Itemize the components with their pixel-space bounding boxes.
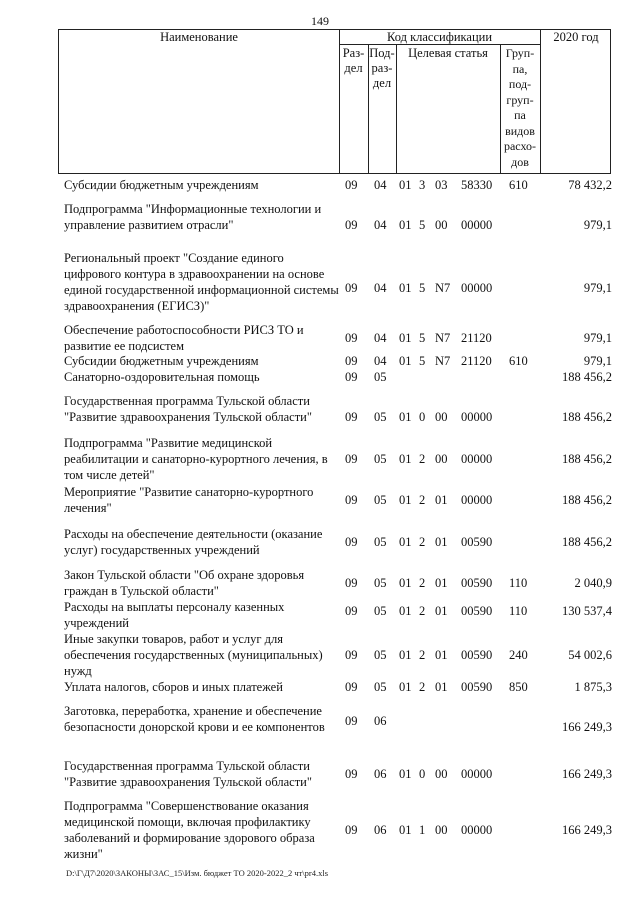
row-razdel: 09 <box>345 576 358 590</box>
row-podrazdel: 05 <box>374 452 387 466</box>
row-program: 01 <box>399 493 412 507</box>
row-name: Субсидии бюджетным учреждениям <box>64 178 259 192</box>
row-program: 01 <box>399 535 412 549</box>
row-podrazdel: 04 <box>374 354 387 368</box>
header-razdel: Раз- дел <box>342 46 365 75</box>
table-row <box>58 353 618 369</box>
row-amount: 1 875,3 <box>574 680 612 694</box>
row-podrazdel: 05 <box>374 680 387 694</box>
row-program: 01 <box>399 576 412 590</box>
header-year: 2020 год <box>553 30 599 44</box>
row-amount: 979,1 <box>583 281 612 295</box>
row-direction: 00000 <box>461 823 493 837</box>
row-event: 03 <box>435 178 448 192</box>
table-row <box>58 435 618 483</box>
row-podrazdel: 05 <box>374 576 387 590</box>
row-subprogram: 3 <box>419 178 426 192</box>
row-subprogram: 2 <box>419 493 426 507</box>
row-program: 01 <box>399 331 412 345</box>
row-amount: 188 456,2 <box>562 370 612 384</box>
row-razdel: 09 <box>345 767 358 781</box>
row-razdel: 09 <box>345 370 358 384</box>
row-subprogram: 5 <box>419 281 426 295</box>
row-razdel: 09 <box>345 410 358 424</box>
row-subprogram: 5 <box>419 354 426 368</box>
row-subprogram: 2 <box>419 604 426 618</box>
row-direction: 21120 <box>461 331 492 345</box>
row-subprogram: 2 <box>419 576 426 590</box>
row-event: N7 <box>435 354 451 368</box>
row-program: 01 <box>399 354 412 368</box>
row-program: 01 <box>399 823 412 837</box>
row-event: N7 <box>435 331 451 345</box>
row-amount: 166 249,3 <box>562 823 612 837</box>
row-program: 01 <box>399 410 412 424</box>
row-amount: 188 456,2 <box>562 410 612 424</box>
row-name: Мероприятие "Развитие санаторно-курортного лечения" <box>64 485 314 515</box>
header-divider <box>396 44 397 173</box>
row-expense-type: 240 <box>509 648 528 662</box>
row-amount: 979,1 <box>583 331 612 345</box>
row-direction: 00590 <box>461 648 493 662</box>
row-razdel: 09 <box>345 680 358 694</box>
row-event: N7 <box>435 281 451 295</box>
row-name: Государственная программа Тульской области "Развитие здравоохранения Тульской области" <box>64 759 312 789</box>
row-podrazdel: 04 <box>374 331 387 345</box>
table-row <box>58 369 618 385</box>
row-razdel: 09 <box>345 604 358 618</box>
row-expense-type: 110 <box>509 576 528 590</box>
row-razdel: 09 <box>345 452 358 466</box>
row-razdel: 09 <box>345 281 358 295</box>
row-name: Подпрограмма "Совершенствование оказания медицинской помощи, включая профилактику заболеваний и формирование здорового образа жизни" <box>64 799 315 861</box>
row-podrazdel: 06 <box>374 823 387 837</box>
row-event: 00 <box>435 218 448 232</box>
row-program: 01 <box>399 178 412 192</box>
row-razdel: 09 <box>345 354 358 368</box>
row-direction: 00000 <box>461 218 493 232</box>
row-direction: 00590 <box>461 680 493 694</box>
row-expense-type: 850 <box>509 680 528 694</box>
row-podrazdel: 05 <box>374 604 387 618</box>
row-amount: 78 432,2 <box>568 178 612 192</box>
row-podrazdel: 05 <box>374 535 387 549</box>
row-direction: 00000 <box>461 281 493 295</box>
row-amount: 188 456,2 <box>562 452 612 466</box>
row-name: Подпрограмма "Информационные технологии и управление развитием отрасли" <box>64 202 322 232</box>
row-podrazdel: 06 <box>374 767 387 781</box>
row-name: Закон Тульской области "Об охране здоровья граждан в Тульской области" <box>64 568 305 598</box>
row-name: Расходы на обеспечение деятельности (оказание услуг) государственных учреждений <box>64 527 323 557</box>
row-amount: 166 249,3 <box>562 720 612 734</box>
page-number: 149 <box>311 14 329 28</box>
row-subprogram: 2 <box>419 452 426 466</box>
header-group: Груп- па, под- груп- па видов расхо- дов <box>503 46 537 169</box>
table-row <box>58 758 618 790</box>
row-razdel: 09 <box>345 535 358 549</box>
table-row <box>58 177 618 193</box>
row-name: Расходы на выплаты персоналу казенных учреждений <box>64 600 285 630</box>
row-direction: 00590 <box>461 604 493 618</box>
row-podrazdel: 05 <box>374 648 387 662</box>
row-podrazdel: 06 <box>374 714 387 728</box>
row-subprogram: 0 <box>419 767 426 781</box>
row-amount: 188 456,2 <box>562 493 612 507</box>
row-expense-type: 610 <box>509 178 528 192</box>
row-direction: 21120 <box>461 354 492 368</box>
header-divider <box>540 30 541 173</box>
row-subprogram: 5 <box>419 331 426 345</box>
row-direction: 00590 <box>461 576 493 590</box>
row-name: Уплата налогов, сборов и иных платежей <box>64 680 283 694</box>
row-event: 01 <box>435 604 448 618</box>
row-event: 01 <box>435 535 448 549</box>
row-razdel: 09 <box>345 648 358 662</box>
header-target: Целевая статья <box>408 46 488 60</box>
row-event: 01 <box>435 576 448 590</box>
table-row <box>58 322 618 354</box>
row-amount: 54 002,6 <box>568 648 612 662</box>
table-row <box>58 567 618 599</box>
row-podrazdel: 04 <box>374 218 387 232</box>
row-program: 01 <box>399 648 412 662</box>
row-subprogram: 2 <box>419 648 426 662</box>
row-podrazdel: 05 <box>374 370 387 384</box>
row-amount: 979,1 <box>583 354 612 368</box>
row-direction: 00590 <box>461 535 493 549</box>
table-row <box>58 798 618 862</box>
row-podrazdel: 04 <box>374 281 387 295</box>
row-name: Обеспечение работоспособности РИСЗ ТО и развитие ее подсистем <box>64 323 304 353</box>
row-event: 00 <box>435 452 448 466</box>
row-event: 01 <box>435 680 448 694</box>
table-row <box>58 526 618 558</box>
row-program: 01 <box>399 281 412 295</box>
row-event: 00 <box>435 767 448 781</box>
row-direction: 00000 <box>461 493 493 507</box>
row-direction: 00000 <box>461 410 493 424</box>
row-amount: 2 040,9 <box>574 576 612 590</box>
row-razdel: 09 <box>345 493 358 507</box>
row-program: 01 <box>399 452 412 466</box>
row-podrazdel: 04 <box>374 178 387 192</box>
table-row <box>58 484 618 516</box>
row-direction: 58330 <box>461 178 493 192</box>
file-path-footer: D:\Г\Д7\2020\ЗАКОНЫ\ЗАС_15\Изм. бюджет ТО 2020-2022_2 чт\pr4.xls <box>66 868 329 878</box>
header-podrazdel: Под- раз- дел <box>369 46 395 90</box>
row-razdel: 09 <box>345 178 358 192</box>
row-event: 00 <box>435 823 448 837</box>
row-name: Региональный проект "Создание единого цифрового контура в здравоохранении на основе единой государственной информационной системы здравоохранения (ЕГИСЗ)" <box>64 251 339 313</box>
row-amount: 979,1 <box>583 218 612 232</box>
row-program: 01 <box>399 604 412 618</box>
row-program: 01 <box>399 680 412 694</box>
row-amount: 188 456,2 <box>562 535 612 549</box>
row-subprogram: 2 <box>419 680 426 694</box>
row-name: Субсидии бюджетным учреждениям <box>64 354 259 368</box>
row-subprogram: 0 <box>419 410 426 424</box>
row-name: Заготовка, переработка, хранение и обеспечение безопасности донорской крови и ее компонентов <box>64 704 325 734</box>
row-subprogram: 2 <box>419 535 426 549</box>
row-expense-type: 610 <box>509 354 528 368</box>
row-expense-type: 110 <box>509 604 528 618</box>
row-amount: 166 249,3 <box>562 767 612 781</box>
header-name: Наименование <box>160 30 238 44</box>
row-direction: 00000 <box>461 452 493 466</box>
row-subprogram: 1 <box>419 823 426 837</box>
header-code: Код классификации <box>386 30 493 44</box>
row-amount: 130 537,4 <box>562 604 612 618</box>
row-subprogram: 5 <box>419 218 426 232</box>
row-event: 00 <box>435 410 448 424</box>
table-row <box>58 201 618 233</box>
row-event: 01 <box>435 493 448 507</box>
table-row <box>58 393 618 425</box>
row-podrazdel: 05 <box>374 493 387 507</box>
table-row <box>58 703 618 735</box>
row-name: Санаторно-оздоровительная помощь <box>64 370 260 384</box>
row-direction: 00000 <box>461 767 493 781</box>
row-name: Подпрограмма "Развитие медицинской реабилитации и санаторно-курортного лечения, в том числе детей" <box>64 436 328 482</box>
table-row <box>58 250 618 314</box>
table-row <box>58 679 618 695</box>
row-razdel: 09 <box>345 714 358 728</box>
row-razdel: 09 <box>345 218 358 232</box>
row-razdel: 09 <box>345 331 358 345</box>
row-name: Государственная программа Тульской области "Развитие здравоохранения Тульской области" <box>64 394 312 424</box>
row-podrazdel: 05 <box>374 410 387 424</box>
row-name: Иные закупки товаров, работ и услуг для обеспечения государственных (муниципальных) нужд <box>64 632 323 678</box>
table-row <box>58 631 618 679</box>
table-row <box>58 599 618 631</box>
row-program: 01 <box>399 218 412 232</box>
row-event: 01 <box>435 648 448 662</box>
row-program: 01 <box>399 767 412 781</box>
row-razdel: 09 <box>345 823 358 837</box>
table-header <box>58 29 611 174</box>
